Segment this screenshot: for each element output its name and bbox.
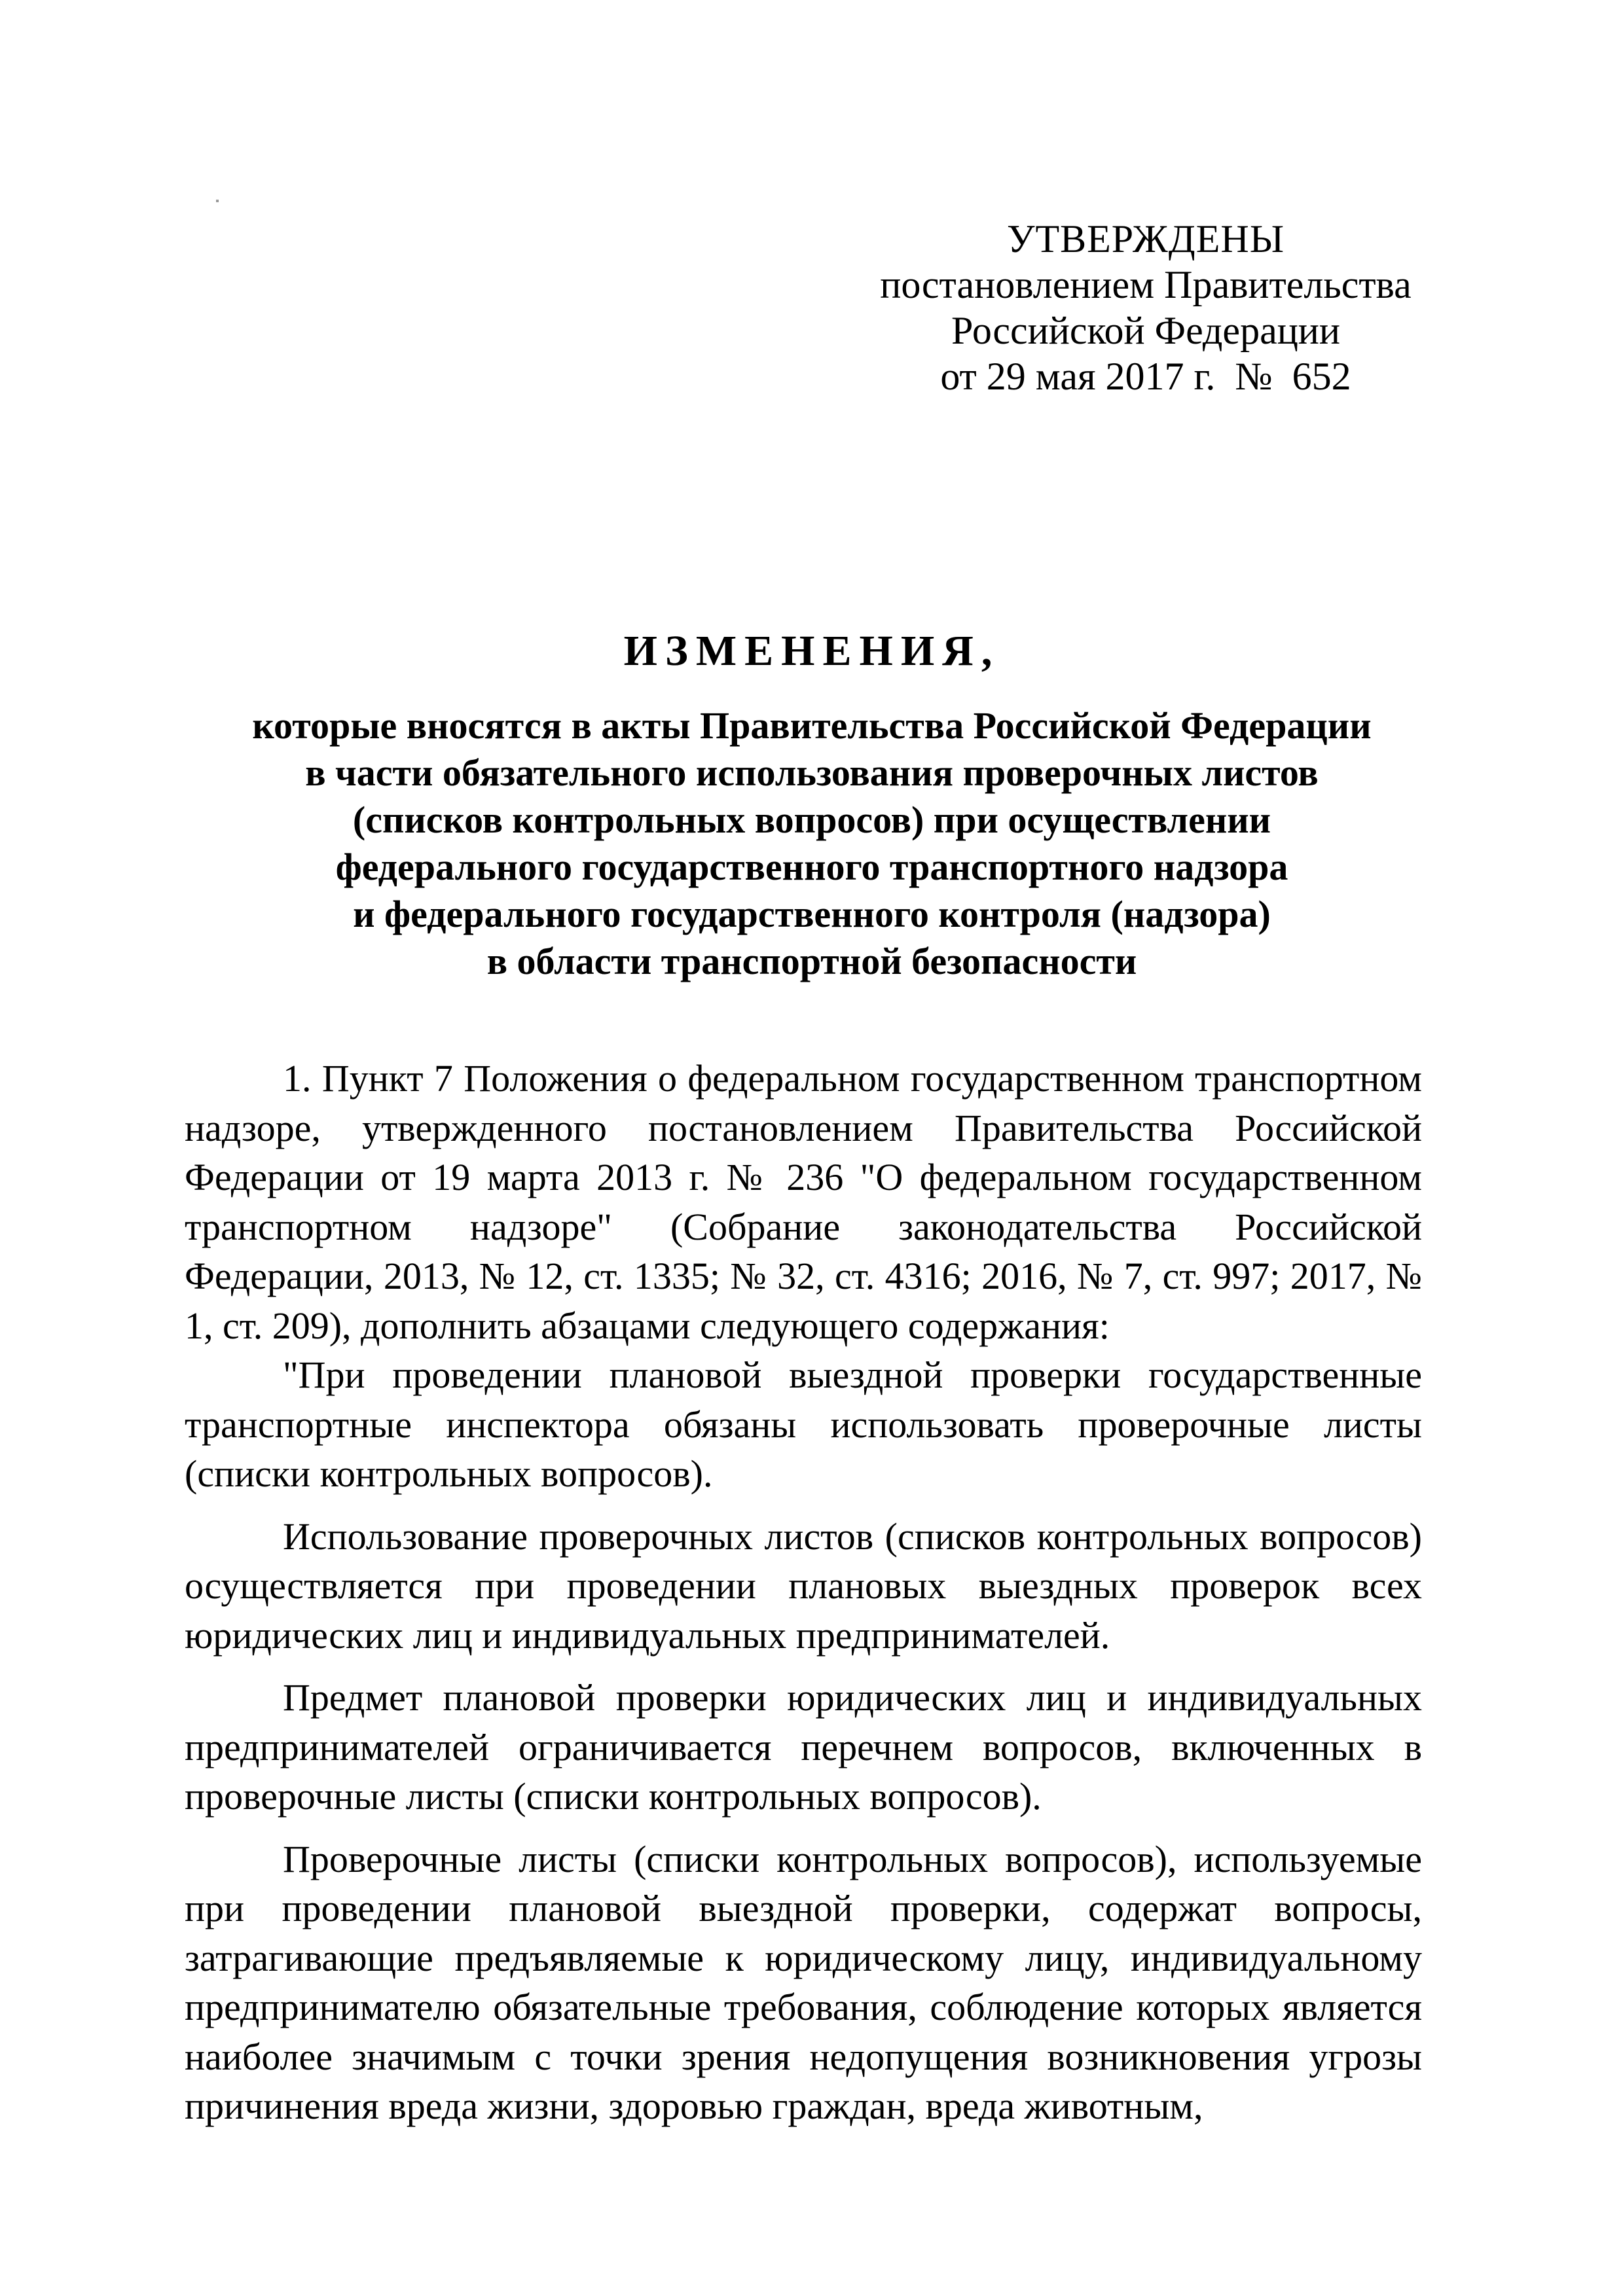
approval-stamp: [851, 216, 1440, 399]
paragraph: Предмет плановой проверки юридических лиц и индивидуальных предпринимателей ограничивается перечнем вопросов, включенных в проверочные листы (списки контрольных вопросов).: [185, 1676, 1422, 1818]
paragraph: Проверочные листы (списки контрольных вопросов), используемые при проведении плановой выездной проверки, содержат вопросы, затрагивающие предъявляемые к юридическому лицу, индивидуальному предпринимателю обязательные требования, соблюдение которых является наиболее значимым с точки зрения недопущения возникновения угрозы причинения вреда жизни, здоровью граждан, вреда животным,: [185, 1837, 1422, 2127]
subtitle-line: которые вносятся в акты Правительства Российской Федерации: [252, 704, 1372, 747]
document-title-block: [183, 625, 1440, 985]
paragraph: Использование проверочных листов (списков контрольных вопросов) осуществляется при проведении плановых выездных проверок всех юридических лиц и индивидуальных предпринимателей.: [185, 1515, 1422, 1657]
document-heading: ИЗМЕНЕНИЯ,: [623, 627, 1000, 675]
paragraph-quote-start: "При проведении плановой выездной проверки государственные транспортные инспектора обязаны использовать проверочные листы (списки контрольных вопросов).: [185, 1354, 1422, 1495]
approval-title: УТВЕРЖДЕНЫ: [1006, 217, 1285, 260]
subtitle-line: и федерального государственного контроля (надзора): [353, 893, 1271, 935]
subtitle-line: (списков контрольных вопросов) при осуществлении: [352, 798, 1271, 841]
subtitle-line: федерального государственного транспортного надзора: [335, 846, 1288, 888]
document-body: [185, 1054, 1422, 2131]
approval-line-date-number: от 29 мая 2017 г. № 652: [940, 355, 1351, 398]
subtitle-line: в области транспортной безопасности: [486, 940, 1137, 982]
subtitle-line: в части обязательного использования проверочных листов: [305, 751, 1319, 794]
paragraph-item-1: 1. Пункт 7 Положения о федеральном государственном транспортном надзоре, утвержденного постановлением Правительства Российской Федерации от 19 марта 2013 г. № 236 "О федеральном государственном транспортном надзоре" (Собрание законодательства Российской Федерации, 2013, № 12, ст. 1335; № 32, ст. 4316; 2016, № 7, ст. 997; 2017, № 1, ст. 209), дополнить абзацами следующего содержания:: [185, 1057, 1422, 1347]
approval-line-resolution: постановлением Правительства: [880, 263, 1412, 306]
scan-speck: [216, 200, 219, 202]
approval-line-government: Российской Федерации: [951, 309, 1341, 352]
